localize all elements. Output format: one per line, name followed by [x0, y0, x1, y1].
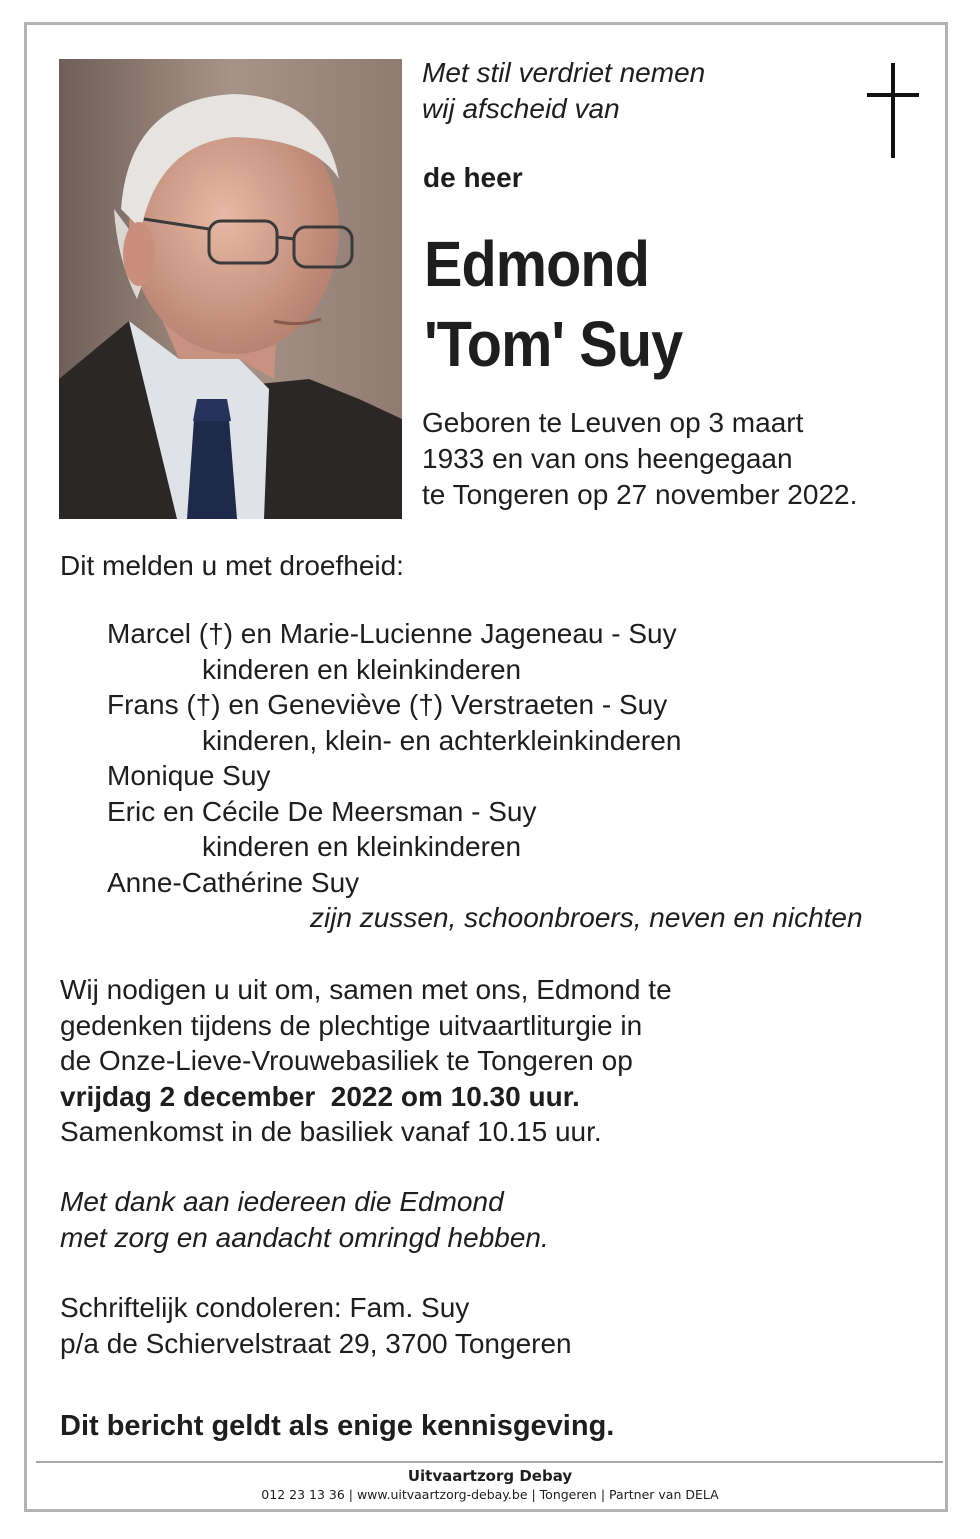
notice-statement: Dit bericht geldt als enige kennisgeving.	[60, 1410, 615, 1442]
invitation-line: Wij nodigen u uit om, samen met ons, Edmond te	[60, 974, 672, 1005]
birth-line: Geboren te Leuven op 3 maart	[422, 407, 804, 438]
invitation-line: Samenkomst in de basiliek vanaf 10.15 uur.	[60, 1116, 602, 1147]
announcement: Dit melden u met droefheid:	[60, 550, 404, 581]
family-member: Anne-Cathérine Suy	[107, 866, 360, 898]
invitation	[60, 972, 672, 1150]
family-list	[107, 616, 923, 900]
family-member: Frans (†) en Geneviève (†) Verstraeten - Suy	[107, 689, 668, 720]
ceremony-date: vrijdag 2 december 2022 om 10.30 uur.	[60, 1080, 580, 1112]
latin-cross-icon	[864, 60, 922, 160]
intro-line: Met stil verdriet nemen	[422, 57, 706, 88]
family-member: Eric en Cécile De Meersman - Suy	[107, 795, 537, 827]
relatives-line: zijn zussen, schoonbroers, neven en nichten	[310, 902, 863, 933]
condolence-line: Schriftelijk condoleren: Fam. Suy	[60, 1292, 470, 1323]
footer-divider	[36, 1461, 943, 1463]
family-descendants: kinderen en kleinkinderen	[202, 653, 522, 685]
condolence-address	[60, 1290, 572, 1361]
honorific: de heer	[423, 162, 523, 193]
nickname-surname: 'Tom' Suy	[424, 308, 683, 380]
family-member: Monique Suy	[107, 760, 271, 791]
condolence-line: p/a de Schiervelstraat 29, 3700 Tongeren	[60, 1327, 572, 1359]
birth-line: 1933 en van ons heengegaan	[422, 443, 793, 474]
funeral-home-contact: 012 23 13 36 | www.uitvaartzorg-debay.be | Tongeren | Partner van DELA	[261, 1487, 719, 1502]
deceased-name	[424, 224, 682, 384]
funeral-home-name: Uitvaartzorg Debay	[407, 1467, 573, 1485]
thanks-text	[60, 1184, 549, 1255]
birth-line: te Tongeren op 27 november 2022.	[422, 479, 858, 510]
intro-text	[422, 55, 705, 127]
family-descendants: kinderen en kleinkinderen	[202, 831, 522, 862]
intro-line: wij afscheid van	[422, 93, 620, 124]
invitation-line: de Onze-Lieve-Vrouwebasiliek te Tongeren op	[60, 1045, 633, 1076]
family-descendants: kinderen, klein- en achterkleinkinderen	[202, 724, 682, 756]
portrait-photo	[59, 59, 402, 519]
thanks-line: Met dank aan iedereen die Edmond	[60, 1186, 504, 1217]
first-name: Edmond	[424, 228, 649, 300]
birth-death-info	[422, 405, 857, 513]
thanks-line: met zorg en aandacht omringd hebben.	[60, 1221, 549, 1253]
family-member: Marcel (†) en Marie-Lucienne Jageneau - Suy	[107, 618, 677, 649]
invitation-line: gedenken tijdens de plechtige uitvaartliturgie in	[60, 1009, 643, 1041]
